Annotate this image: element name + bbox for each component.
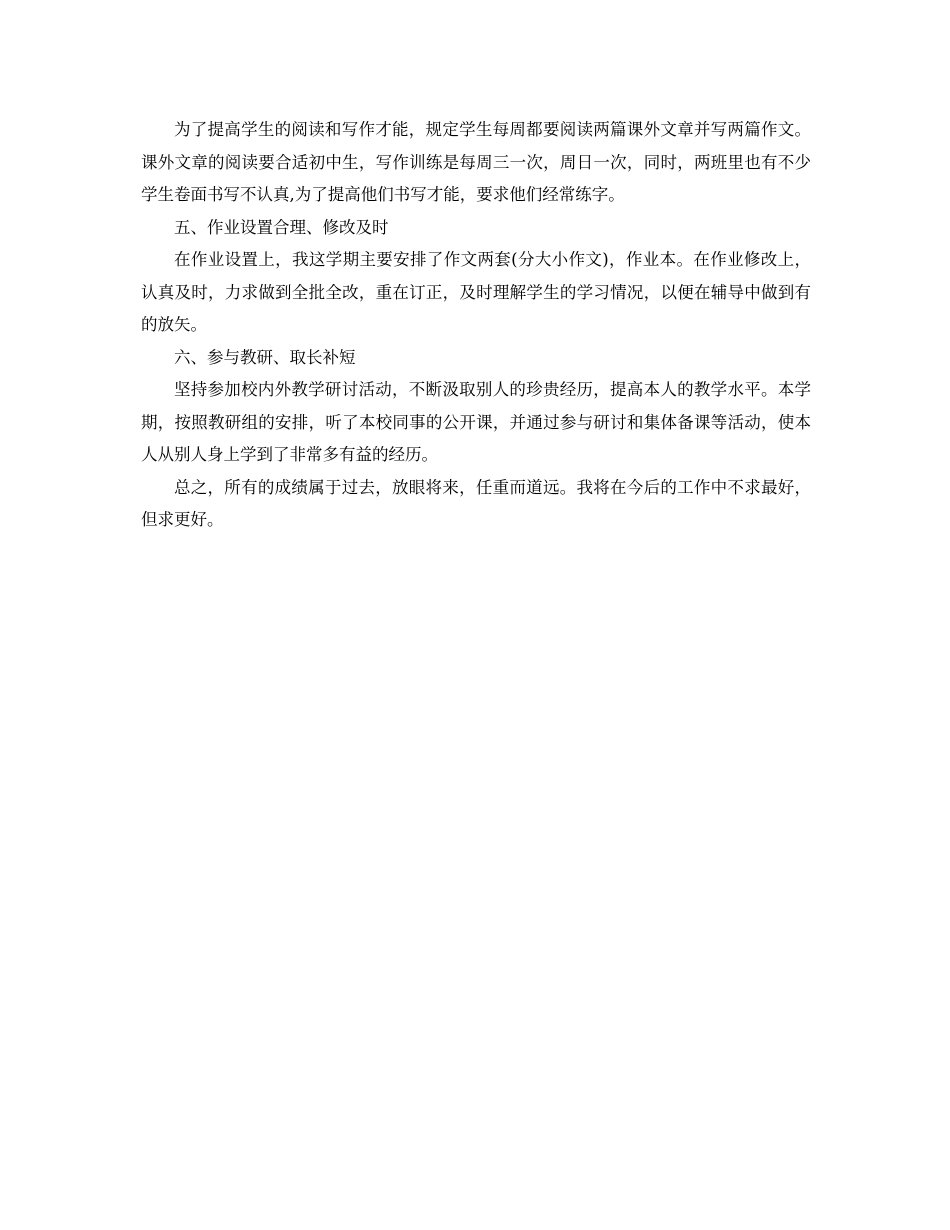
document-page: [141, 114, 811, 537]
paragraph-homework: 在作业设置上，我这学期主要安排了作文两套(分大小作文)，作业本。在作业修改上，认真及时，力求做到全批全改，重在订正，及时理解学生的学习情况，以便在辅导中做到有的放矢。: [141, 250, 811, 334]
paragraph-research: 坚持参加校内外教学研讨活动，不断汲取别人的珍贵经历，提高本人的教学水平。本学期，按照教研组的安排，听了本校同事的公开课，并通过参与研讨和集体备课等活动，使本人从别人身上学到了非常多有益的经历。: [141, 380, 811, 464]
paragraph-conclusion: 总之，所有的成绩属于过去，放眼将来，任重而道远。我将在今后的工作中不求最好，但求更好。: [141, 477, 811, 529]
section-heading-homework: 五、作业设置合理、修改及时: [174, 217, 389, 237]
paragraph-reading-writing: 为了提高学生的阅读和写作才能，规定学生每周都要阅读两篇课外文章并写两篇作文。课外文章的阅读要合适初中生，写作训练是每周三一次，周日一次，同时，两班里也有不少学生卷面书写不认真,为了提高他们书写才能，要求他们经常练字。: [141, 120, 811, 204]
section-heading-research: 六、参与教研、取长补短: [174, 347, 356, 367]
